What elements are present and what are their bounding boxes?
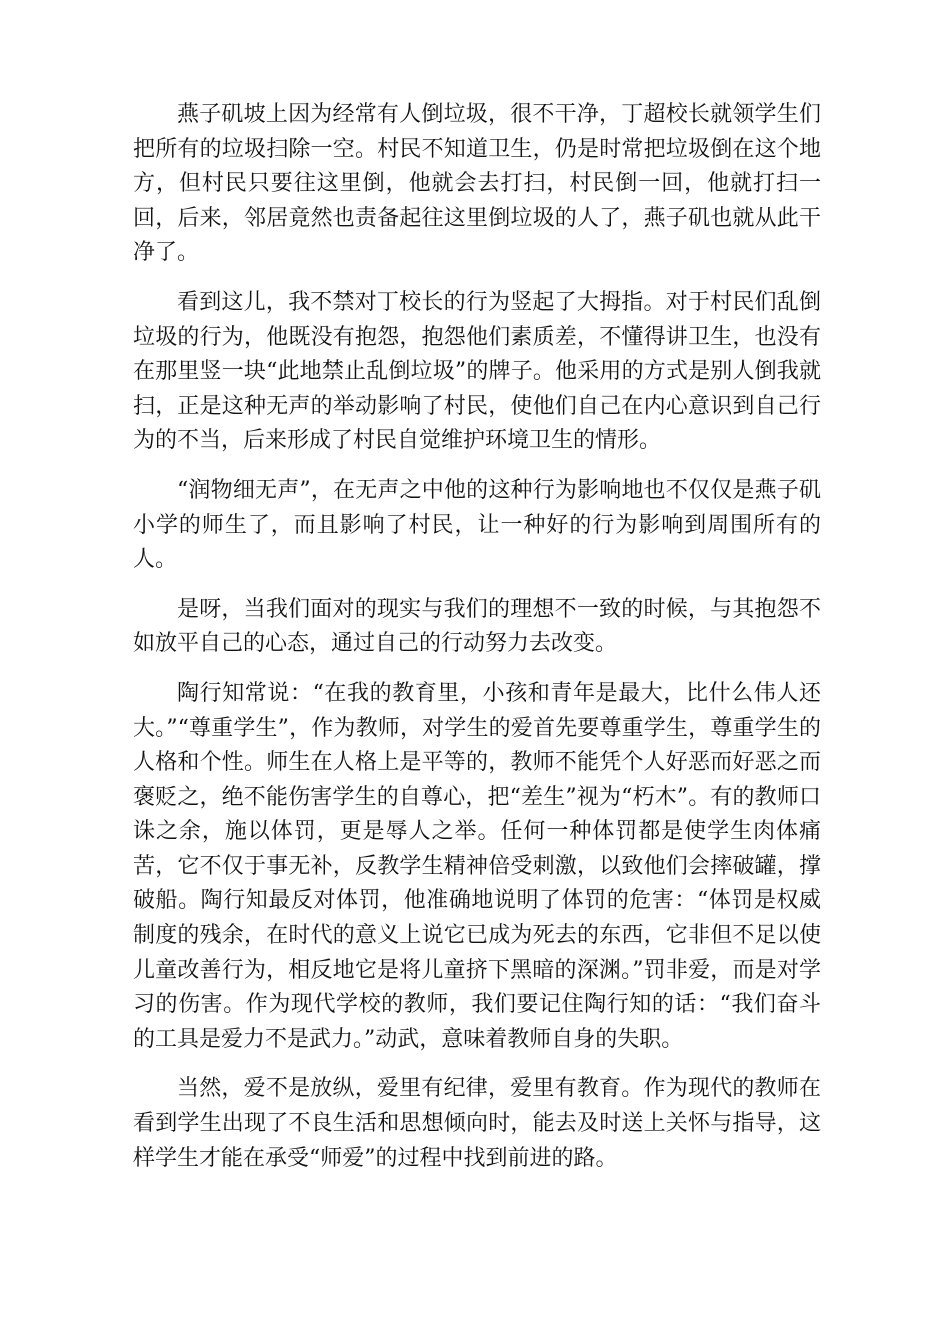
paragraph-3: “润物细无声”，在无声之中他的这种行为影响地也不仅仅是燕子矶小学的师生了，而且影响了村民，让一种好的行为影响到周围所有的人。: [133, 477, 821, 573]
paragraph-4: 是呀，当我们面对的现实与我们的理想不一致的时候，与其抱怨不如放平自己的心态，通过自己的行动努力去改变。: [133, 596, 821, 657]
paragraph-2: 看到这儿，我不禁对丁校长的行为竖起了大拇指。对于村民们乱倒垃圾的行为，他既没有抱怨，抱怨他们素质差，不懂得讲卫生，也没有在那里竖一块“此地禁止乱倒垃圾”的牌子。他采用的方式是别人倒我就扫，正是这种无声的举动影响了村民，使他们自己在内心意识到自己行为的不当，后来形成了村民自觉维护环境卫生的情形。: [133, 289, 821, 454]
paragraph-6: 当然，爱不是放纵，爱里有纪律，爱里有教育。作为现代的教师在看到学生出现了不良生活和思想倾向时，能去及时送上关怀与指导，这样学生才能在承受“师爱”的过程中找到前进的路。: [133, 1076, 821, 1171]
paragraph-1: 燕子矶坡上因为经常有人倒垃圾，很不干净，丁超校长就领学生们把所有的垃圾扫除一空。村民不知道卫生，仍是时常把垃圾倒在这个地方，但村民只要往这里倒，他就会去打扫，村民倒一回，他就打扫一回，后来，邻居竟然也责备起往这里倒垃圾的人了，燕子矶也就从此干净了。: [133, 102, 821, 266]
document-body: [133, 98, 821, 1191]
paragraph-5: 陶行知常说：“在我的教育里，小孩和青年是最大，比什么伟人还大。”“尊重学生”，作为教师，对学生的爱首先要尊重学生，尊重学生的人格和个性。师生在人格上是平等的，教师不能凭个人好恶而好恶之而褒贬之，绝不能伤害学生的自尊心，把“差生”视为“朽木”。有的教师口诛之余，施以体罚，更是辱人之举。任何一种体罚都是使学生肉体痛苦，它不仅于事无补，反教学生精神倍受刺激，以致他们会摔破罐，撑破船。陶行知最反对体罚，他准确地说明了体罚的危害：“体罚是权威制度的残余，在时代的意义上说它已成为死去的东西，它非但不足以使儿童改善行为，相反地它是将儿童挤下黑暗的深渊。”罚非爱，而是对学习的伤害。作为现代学校的教师，我们要记住陶行知的话：“我们奋斗的工具是爱力不是武力。”动武，意味着教师自身的失职。: [133, 680, 821, 1052]
